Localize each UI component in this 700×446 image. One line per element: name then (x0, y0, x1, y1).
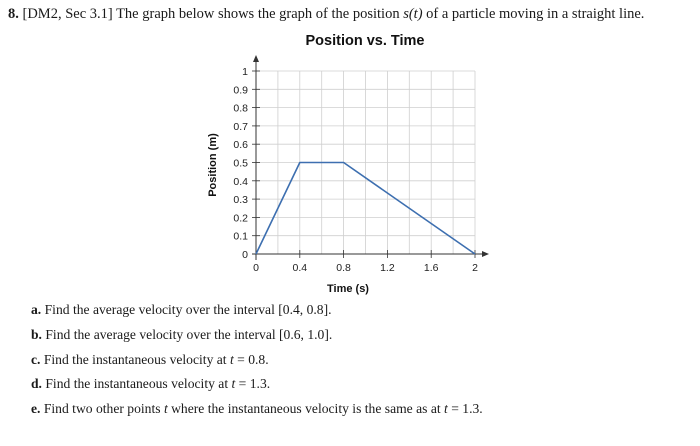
question-a-text: Find the average velocity over the interval [0.4, 0.8]. (44, 302, 332, 317)
question-d-var: t (231, 376, 236, 391)
question-c-label: c. (31, 352, 41, 367)
x-tick-label: 1.6 (423, 262, 439, 274)
y-tick-label: 0.4 (233, 175, 248, 188)
x-tick-label: 0.4 (292, 262, 308, 274)
position-function: s(t) (403, 6, 423, 22)
question-e-eq: = 1.3. (447, 401, 483, 416)
x-tick-label: 1.2 (380, 262, 395, 274)
x-axis-label: Time (s) (327, 283, 369, 295)
question-d-eq: = 1.3. (235, 376, 271, 391)
y-tick-label: 1 (242, 66, 248, 78)
problem-text-after: of a particle moving in a straight line. (422, 6, 645, 22)
question-e-text: Find two other points (43, 401, 164, 416)
x-tick-label: 0.8 (336, 262, 351, 274)
question-d-label: d. (31, 376, 42, 391)
y-tick-label: 0.5 (233, 157, 248, 170)
question-c-eq: = 0.8. (233, 352, 269, 367)
y-tick-label: 0.2 (233, 212, 248, 225)
chart-title: Position vs. Time (305, 33, 425, 49)
question-d (31, 376, 270, 392)
y-tick-label: 0.8 (233, 102, 248, 115)
y-tick-label: 0.3 (233, 194, 248, 207)
x-axis-arrow (482, 251, 489, 257)
y-axis-label: Position (m) (207, 133, 219, 197)
y-tick-label: 0.9 (233, 84, 248, 97)
question-c (31, 352, 269, 368)
question-e (31, 401, 483, 417)
y-tick-label: 0.6 (233, 139, 248, 152)
question-e-var: t (163, 401, 168, 416)
y-axis-arrow (253, 55, 259, 62)
problem-text-before: [DM2, Sec 3.1] The graph below shows the graph of the position (22, 6, 404, 22)
question-c-text: Find the instantaneous velocity at (43, 352, 230, 367)
x-tick-label: 2 (472, 262, 478, 274)
y-tick-label: 0.1 (233, 230, 248, 243)
question-e-mid: where the instantaneous velocity is the same as at (167, 401, 445, 416)
question-b-label: b. (31, 327, 42, 342)
question-a (31, 302, 332, 318)
question-e-var2: t (444, 401, 448, 416)
question-e-label: e. (31, 401, 41, 416)
y-tick-label: 0 (242, 249, 248, 261)
question-b (31, 327, 332, 343)
grid (256, 71, 475, 254)
problem-number: 8. (8, 6, 19, 22)
y-tick-label: 0.7 (233, 120, 248, 133)
x-tick-label: 0 (253, 262, 259, 274)
question-c-var: t (229, 352, 234, 367)
question-b-text: Find the average velocity over the interval [0.6, 1.0]. (45, 327, 333, 342)
question-a-label: a. (31, 302, 42, 317)
question-d-text: Find the instantaneous velocity at (45, 376, 232, 391)
